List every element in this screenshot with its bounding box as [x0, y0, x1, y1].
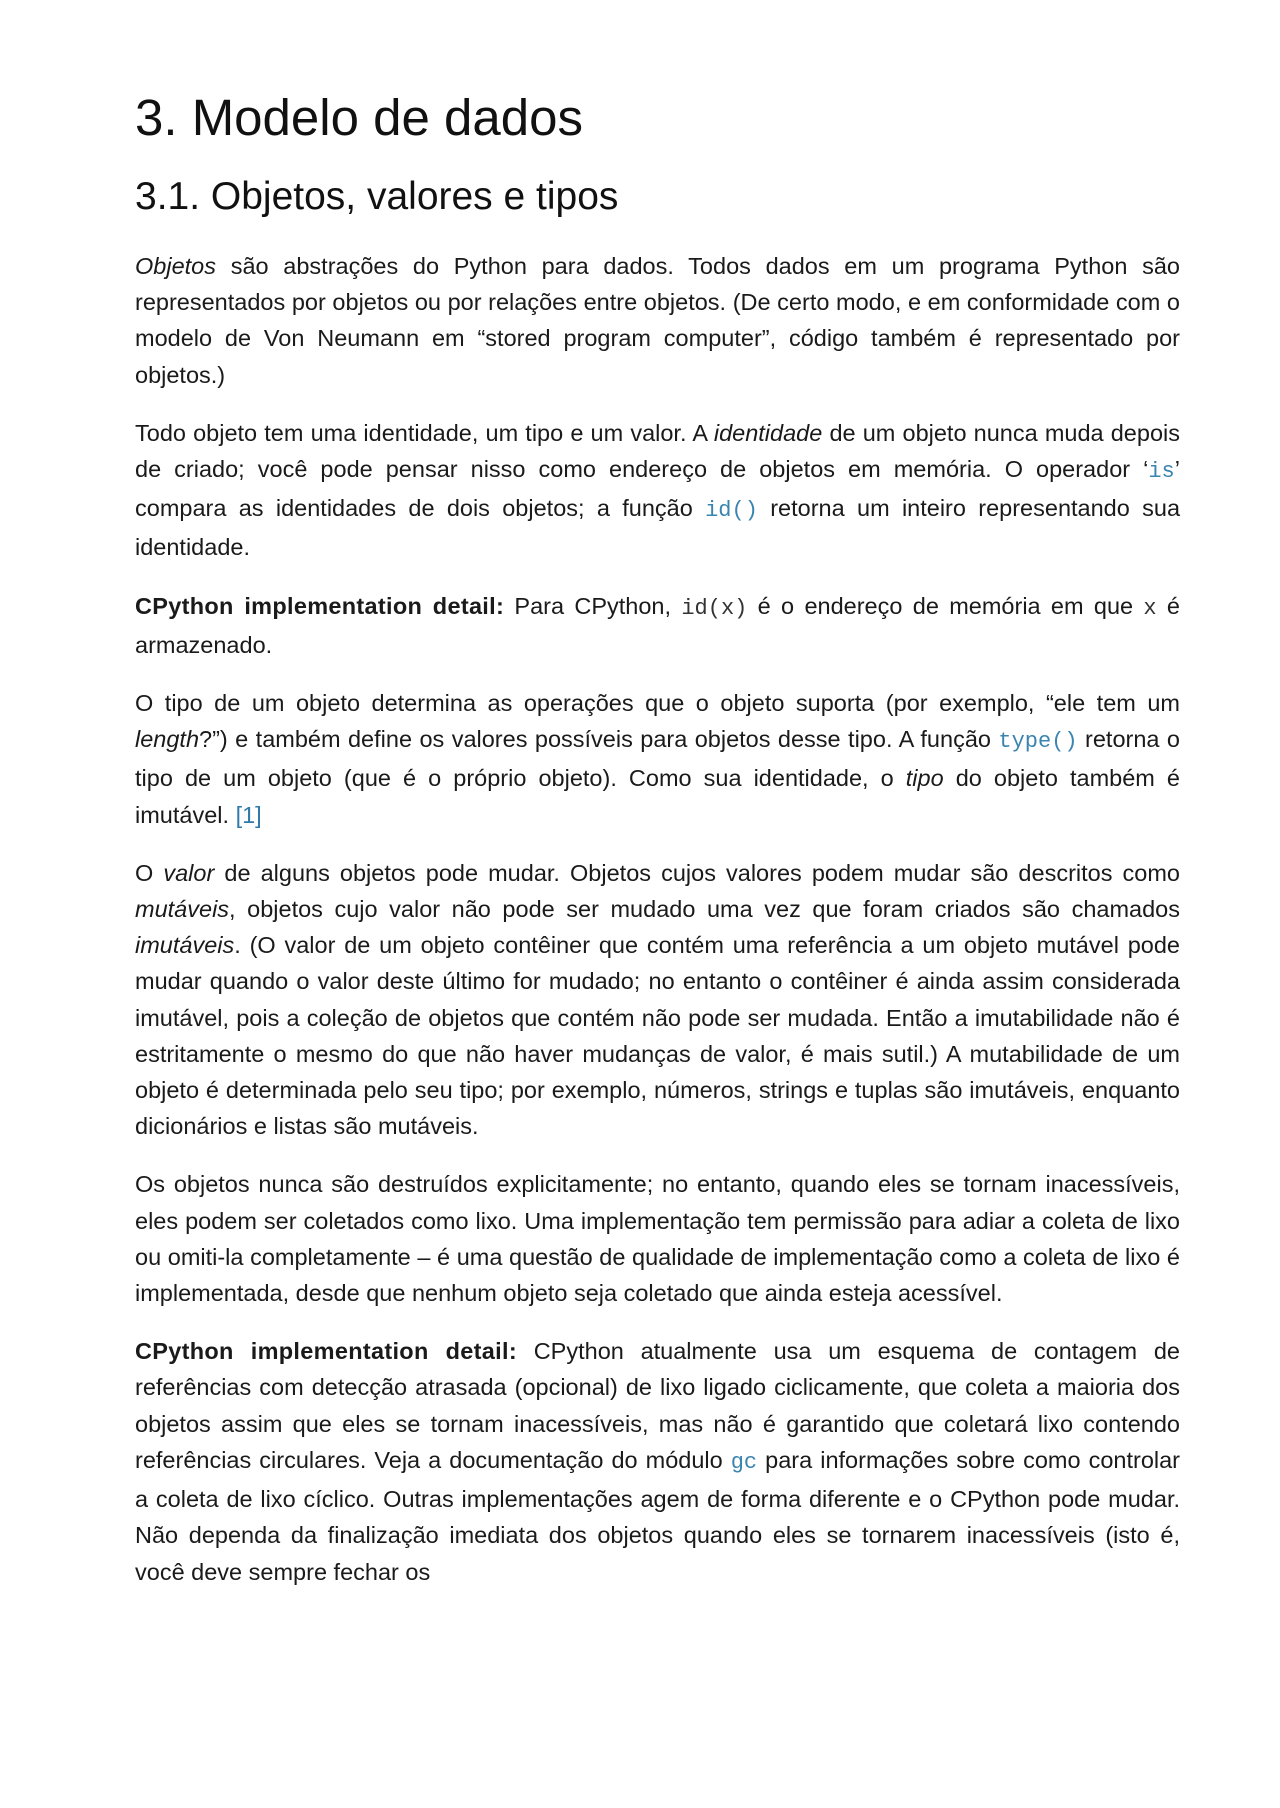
- page-title: 3. Modelo de dados: [135, 89, 583, 146]
- paragraph-garbage: Os objetos nunca são destruídos explicitamente; no entanto, quando eles se tornam inacessíveis, eles podem ser coletados como lixo. Uma implementação tem permissão para adiar a coleta de lixo ou omiti-la completamente – é uma questão de qualidade de implementação como a coleta de lixo é implementada, desde que nenhum objeto seja coletado que ainda esteja acessível.: [135, 1171, 1180, 1307]
- emphasis-tipo: tipo: [905, 765, 944, 792]
- impl-detail-gc: CPython implementation detail: CPython atualmente usa um esquema de contagem de referências com detecção atrasada (opcional) de lixo ligado ciclicamente, que coleta a maioria dos objetos assim que eles se tornam inacessíveis, mas não é garantido que coletará lixo contendo referências circulares. Veja a documentação do módulo gc para informações sobre como controlar a coleta de lixo cíclico. Outras implementações agem de forma diferente e o CPython pode mudar. Não dependa da finalização imediata dos objetos quando eles se tornarem inacessíveis (isto é, você deve sempre fechar os: [135, 1338, 1181, 1585]
- code-idx: id(x): [681, 595, 748, 621]
- emphasis-mutaveis: mutáveis: [135, 896, 230, 923]
- code-is-link[interactable]: is: [1148, 459, 1175, 485]
- emphasis-objetos: Objetos: [135, 253, 216, 279]
- code-gc-link[interactable]: gc: [730, 1449, 758, 1475]
- paragraph-identity: Todo objeto tem uma identidade, um tipo e um valor. A identidade de um objeto nunca muda depois de criado; você pode pensar nisso como endereço de objetos em memória. O operador ‘is’ compara as identidades de dois objetos; a função id() retorna um inteiro representando sua identidade.: [135, 419, 1181, 561]
- code-type-link[interactable]: type(): [998, 729, 1078, 755]
- paragraph-type: O tipo de um objeto determina as operações que o objeto suporta (por exemplo, “ele tem um length?”) e também define os valores possíveis para objetos desse tipo. A função type() retorna o tipo de um objeto (que é o próprio objeto). Como sua identidade, o tipo do objeto também é imutável. [1]: [135, 690, 1181, 828]
- document-page: [135, 88, 1180, 1612]
- code-x: x: [1143, 595, 1157, 621]
- impl-detail-label: CPython implementation detail:: [135, 1338, 517, 1365]
- paragraph-value: O valor de alguns objetos pode mudar. Objetos cujos valores podem mudar são descritos como mutáveis, objetos cujo valor não pode ser mudado uma vez que foram criados são chamados imutáveis. (O valor de um objeto contêiner que contém uma referência a um objeto mutável pode mudar quando o valor deste último for mudado; no entanto o contêiner é ainda assim considerada imutável, pois a coleção de objetos que contém não pode ser mudada. Então a imutabilidade não é estritamente o mesmo do que não haver mudanças de valor, é mais sutil.) A mutabilidade de um objeto é determinada pelo seu tipo; por exemplo, números, strings e tuplas são imutáveis, enquanto dicionários e listas são mutáveis.: [135, 859, 1180, 1140]
- impl-detail-id: CPython implementation detail: Para CPython, id(x) é o endereço de memória em que x é armazenado.: [135, 592, 1180, 658]
- section-heading: 3.1. Objetos, valores e tipos: [135, 175, 619, 218]
- emphasis-identidade: identidade: [713, 419, 823, 446]
- emphasis-imutaveis: imutáveis: [135, 932, 235, 959]
- emphasis-valor: valor: [163, 859, 215, 886]
- footnote-link[interactable]: [1]: [235, 801, 262, 828]
- code-id-link[interactable]: id(): [705, 498, 758, 524]
- paragraph-objects: Objetos são abstrações do Python para dados. Todos dados em um programa Python são representados por objetos ou por relações entre objetos. (De certo modo, e em conformidade com o modelo de Von Neumann em “stored program computer”, código também é representado por objetos.): [135, 253, 1180, 388]
- emphasis-length: length: [135, 726, 200, 753]
- impl-detail-label: CPython implementation detail:: [135, 592, 505, 619]
